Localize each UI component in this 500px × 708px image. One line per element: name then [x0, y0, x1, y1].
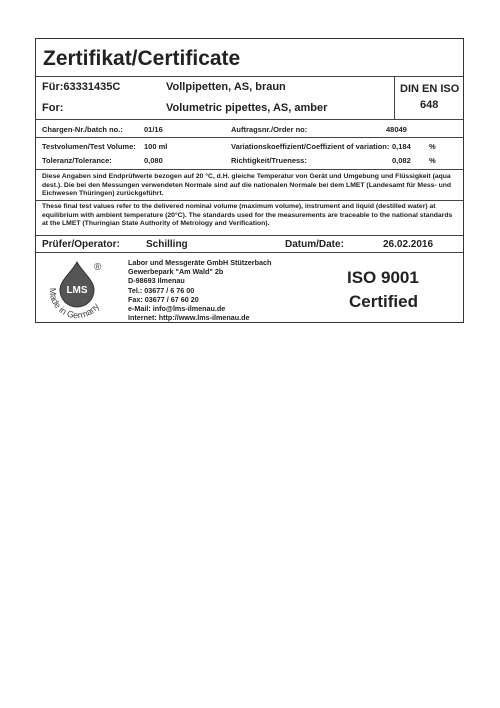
order-value: 48049 [386, 125, 407, 134]
certificate-title: Zertifikat/Certificate [43, 47, 241, 70]
company-logo [44, 258, 122, 322]
company-fax: Fax: 03677 / 67 60 20 [128, 294, 199, 304]
cv-label: Variationskoeffizient/Coeffizient of variation: [231, 142, 390, 151]
operator-value: Schilling [146, 239, 188, 250]
company-tel: Tel.: 03677 / 6 76 00 [128, 285, 195, 295]
divider [36, 200, 463, 201]
product-name-en: Volumetric pipettes, AS, amber [166, 102, 328, 114]
batch-label: Chargen-Nr./batch no.: [42, 125, 123, 134]
iso-title: ISO 9001 [347, 268, 419, 287]
note-english: These final test values refer to the delivered nominal volume (maximum volume), instrument and liquid (destilled water) at equilibrium with ambient temperature (20°C). The standards used for the measurements are traceable to the national standards at the LMET (Thuringian State Authority of Metrology and Verification). [42, 203, 453, 228]
certificate-box [35, 38, 464, 323]
company-website[interactable]: Internet: http://www.lms-ilmenau.de [128, 313, 250, 323]
divider [36, 169, 463, 170]
trueness-label: Richtigkeit/Trueness: [231, 156, 307, 165]
for-de-label: Für:63331435C [42, 81, 121, 93]
logo-caption: Made in Germany [47, 287, 102, 321]
batch-value: 01/16 [144, 125, 163, 134]
divider [394, 76, 395, 119]
company-email[interactable]: e-Mail: info@lms-ilmenau.de [128, 304, 226, 314]
divider [36, 119, 463, 120]
test-volume-value: 100 ml [144, 142, 168, 151]
standard-line-1: DIN EN ISO [400, 83, 460, 95]
test-volume-label: Testvolumen/Test Volume: [42, 142, 136, 151]
divider [36, 137, 463, 138]
company-street: Gewerbepark "Am Wald" 2b [128, 267, 224, 277]
trueness-value: 0,082 [392, 156, 411, 165]
date-label: Datum/Date: [285, 239, 344, 250]
divider [36, 252, 463, 253]
article-number: 63331435C [63, 81, 121, 93]
logo-text: LMS [66, 285, 88, 296]
order-label: Auftragsnr./Order no: [231, 125, 308, 134]
divider [36, 76, 463, 77]
iso-certified: Certified [349, 292, 418, 311]
company-address [128, 258, 271, 322]
operator-label: Prüfer/Operator: [42, 239, 120, 250]
trueness-unit: % [429, 156, 436, 165]
cv-value: 0,184 [392, 142, 411, 151]
cv-unit: % [429, 142, 436, 151]
tolerance-value: 0,080 [144, 156, 163, 165]
registered-mark: ® [94, 262, 102, 273]
standard-line-2: 648 [420, 99, 439, 111]
for-en-label: For: [42, 102, 64, 114]
date-value: 26.02.2016 [383, 239, 434, 250]
company-name: Labor und Messgeräte GmbH Stützerbach [128, 258, 272, 267]
divider [36, 235, 463, 236]
tolerance-label: Toleranz/Tolerance: [42, 156, 112, 165]
note-german: Diese Angaben sind Endprüfwerte bezogen auf 20 °C, d.H. gleiche Temperatur von Gerät und Umgebung und Flüssigkeit (aqua dest.). Die bei den Messungen verwendeten Normale sind auf die nationalen Normale bei dem LMET (Landesamt für Mess- und Eichwesen Thüringen) zurückgeführt. [42, 173, 452, 198]
company-city: D-98693 Ilmenau [128, 276, 185, 286]
product-name-de: Vollpipetten, AS, braun [166, 81, 286, 93]
